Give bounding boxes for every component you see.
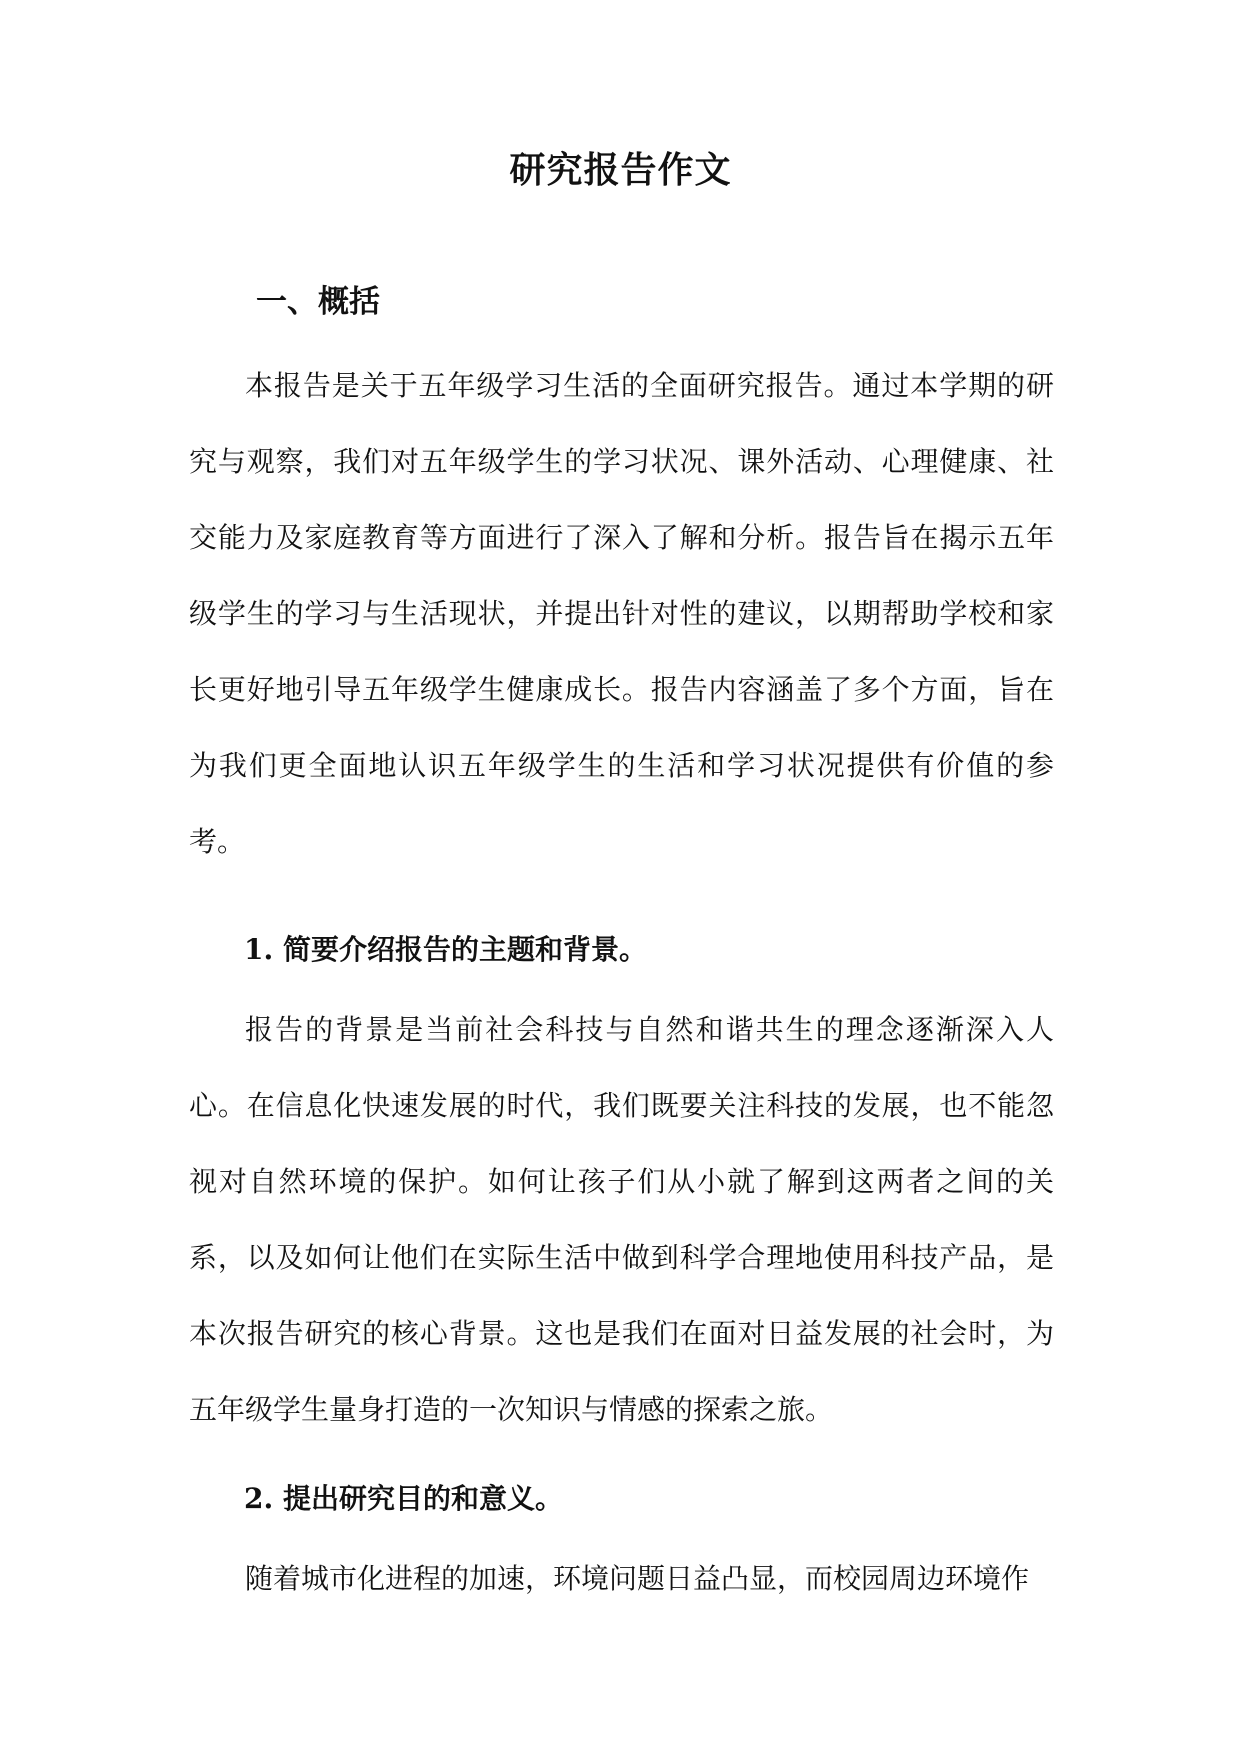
document-title: 研究报告作文: [509, 149, 732, 191]
section-heading-overview: 一、概括: [256, 284, 380, 320]
background-paragraph: 报告的背景是当前社会科技与自然和谐共生的理念逐渐深入人心。在信息化快速发展的时代，我们既要关注科技的发展，也不能忽视对自然环境的保护。如何让孩子们从小就了解到这两者之间的关系，以及如何让他们在实际生活中做到科学合理地使用科技产品，是本次报告研究的核心背景。这也是我们在面对日益发展的社会时，为五年级学生量身打造的一次知识与情感的探索之旅。: [189, 1013, 1054, 1426]
overview-paragraph: 本报告是关于五年级学习生活的全面研究报告。通过本学期的研究与观察，我们对五年级学生的学习状况、课外活动、心理健康、社交能力及家庭教育等方面进行了深入了解和分析。报告旨在揭示五年级学生的学习与生活现状，并提出针对性的建议，以期帮助学校和家长更好地引导五年级学生健康成长。报告内容涵盖了多个方面，旨在为我们更全面地认识五年级学生的生活和学习状况提供有价值的参考。: [189, 369, 1054, 858]
subheading-purpose-significance: 2. 提出研究目的和意义。: [244, 1482, 563, 1515]
purpose-paragraph: 随着城市化进程的加速，环境问题日益凸显，而校园周边环境作: [245, 1562, 1030, 1595]
subheading-topic-background: 1. 简要介绍报告的主题和背景。: [244, 933, 647, 966]
